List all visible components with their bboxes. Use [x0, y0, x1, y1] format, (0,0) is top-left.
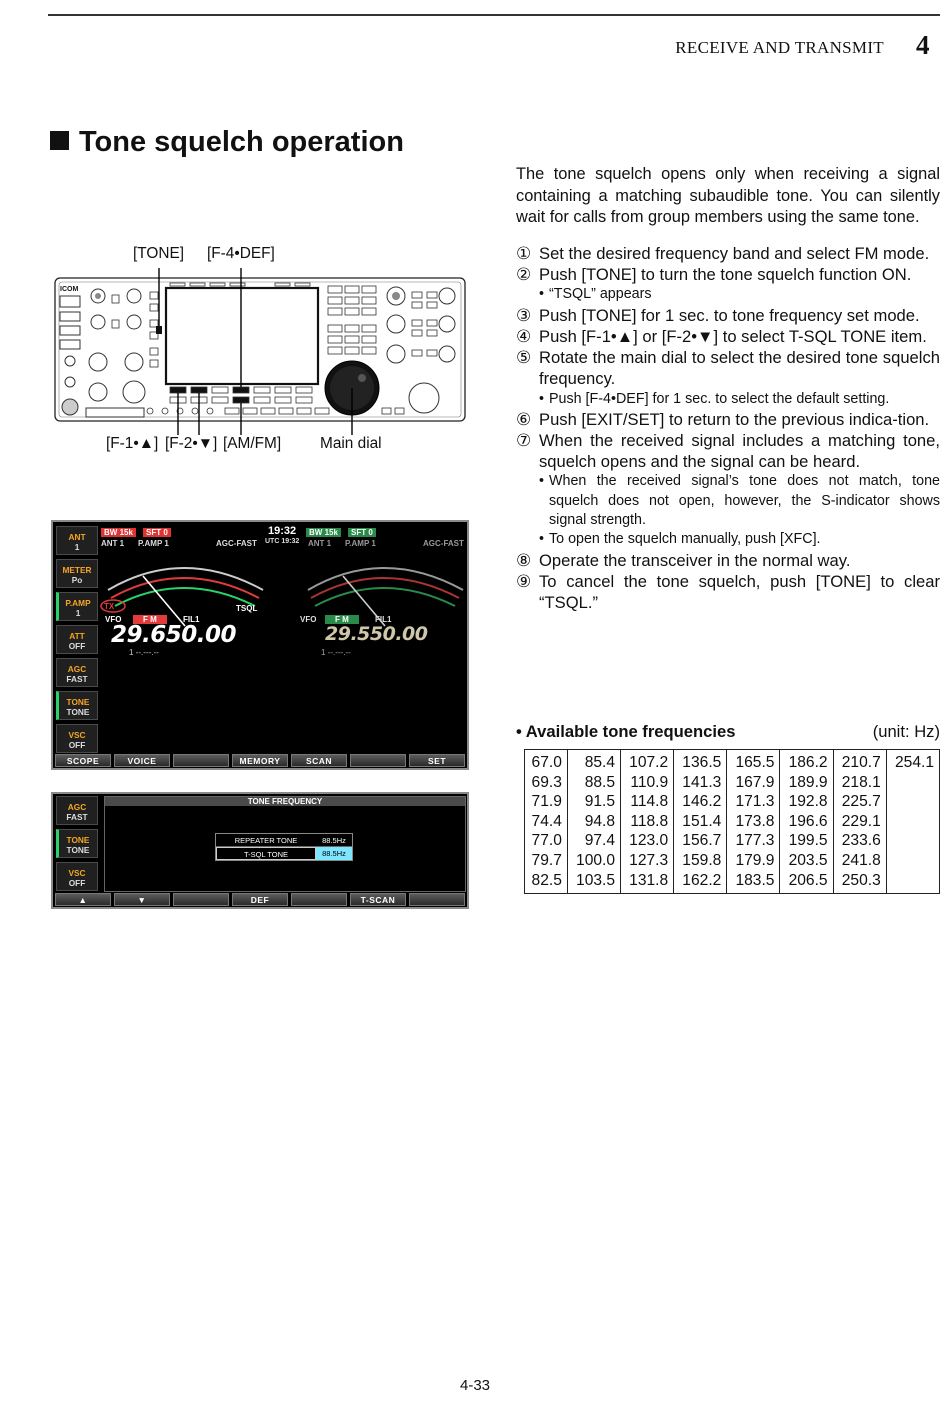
side-button-agc[interactable]: AGC FAST [56, 796, 98, 825]
tone-frequency-table [524, 749, 940, 894]
vfo-label: VFO [105, 615, 122, 624]
frequency-value: 173.8 [735, 812, 775, 830]
function-key-5[interactable]: SCAN [291, 754, 347, 767]
utc-clock: UTC 19:32 [265, 538, 300, 545]
function-key-3[interactable] [173, 893, 229, 906]
sub-agc-indicator: AGC-FAST [423, 539, 464, 548]
frequency-value: 88.5 [584, 773, 616, 791]
tsql-indicator: TSQL [236, 604, 258, 613]
step-text: Rotate the main dial to select the desired tone squelch frequency. [539, 348, 940, 389]
step-text: To cancel the tone squelch, push [TONE] to clear “TSQL.” [539, 571, 940, 613]
agc-indicator: AGC-FAST [216, 539, 257, 548]
tone-settings-list [215, 833, 353, 861]
function-key-6[interactable] [350, 754, 406, 767]
frequency-value: 123.0 [629, 832, 669, 850]
step-note: • “TSQL” appears [539, 285, 940, 304]
step-text: When the received signal includes a matching tone, squelch opens and the signal can be heard. [539, 431, 940, 472]
frequency-column [525, 750, 568, 894]
frequency-value: 196.6 [788, 812, 828, 830]
running-header: RECEIVE AND TRANSMIT [675, 38, 884, 57]
frequency-column [833, 750, 886, 894]
sub-vfo-label: VFO [300, 615, 317, 624]
frequency-value: 67.0 [531, 754, 562, 771]
step-text: Push [TONE] to turn the tone squelch function ON. [539, 265, 912, 285]
step-number: ⑦ [516, 431, 532, 451]
step-item [516, 264, 940, 285]
step-list [516, 243, 940, 613]
ant-indicator: ANT 1 [101, 539, 125, 548]
mode-badge: F M [133, 615, 167, 624]
front-panel-illustration [50, 240, 480, 465]
frequency-value: 225.7 [841, 793, 881, 811]
function-key-7[interactable]: SET [409, 754, 465, 767]
label-f2-down: [F-2•▼] [165, 435, 218, 452]
frequency-column [727, 750, 780, 894]
label-f1-up: [F-1•▲] [106, 435, 159, 452]
display-screen-main [51, 520, 469, 770]
side-button-pamp[interactable]: P.AMP 1 [56, 592, 98, 621]
step-number: ⑧ [516, 550, 532, 570]
bullet-icon: • [539, 286, 545, 303]
step-item [516, 571, 940, 613]
step-item [516, 409, 940, 430]
side-button-att[interactable]: ATT OFF [56, 625, 98, 654]
frequency-value: 177.3 [735, 832, 775, 850]
sub-memory-channel: 1 --.---.-- [321, 648, 351, 657]
chapter-number: 4 [916, 30, 930, 60]
side-button-tone[interactable]: TONE TONE [56, 691, 98, 720]
step-text: Push [EXIT/SET] to return to the previous indica-tion. [539, 409, 930, 429]
frequency-value: 127.3 [629, 851, 669, 869]
sub-pamp-indicator: P.AMP 1 [345, 539, 376, 548]
step-text: Set the desired frequency band and select FM mode. [539, 244, 930, 263]
frequency-value: 136.5 [682, 754, 722, 771]
side-button-agc[interactable]: AGC FAST [56, 658, 98, 687]
bw-badge: BW 15k [101, 528, 136, 537]
frequency-value: 250.3 [841, 871, 881, 889]
tone-frequency-window [104, 796, 466, 892]
frequency-value: 74.4 [531, 812, 562, 830]
frequency-value: 91.5 [584, 793, 616, 811]
sub-mode-badge: F M [325, 615, 359, 624]
bullet-icon: • [539, 390, 545, 407]
function-key-4[interactable]: DEF [232, 893, 288, 906]
brand-logo: ICOM [60, 286, 79, 293]
frequency-value: 94.8 [584, 812, 616, 830]
step-item [516, 550, 940, 571]
frequency-value: 162.2 [682, 871, 722, 889]
function-key-row [53, 753, 467, 768]
frequency-value: 167.9 [735, 773, 775, 791]
step-number: ② [516, 265, 532, 285]
frequency-value: 179.9 [735, 851, 775, 869]
step-number: ⑨ [516, 571, 532, 591]
bullet-icon: • [539, 473, 545, 490]
frequency-value: 254.1 [894, 754, 934, 771]
frequency-value: 77.0 [531, 832, 562, 850]
intro-paragraph: The tone squelch opens only when receiving a signal containing a matching subaudible tone. You can silently wait for calls from group members using the same tone. [516, 165, 940, 226]
function-key-6[interactable]: T-SCAN [350, 893, 406, 906]
label-tone: [TONE] [133, 245, 185, 262]
sub-bw-badge: BW 15k [306, 528, 341, 537]
black-square-icon [50, 131, 69, 150]
pamp-indicator: P.AMP 1 [138, 539, 169, 548]
tx-indicator: TX [104, 602, 115, 611]
frequency-value: 107.2 [629, 754, 669, 771]
memory-channel: 1 --.---.-- [129, 648, 159, 657]
frequency-value: 186.2 [788, 754, 828, 771]
tone-table-unit: (unit: Hz) [872, 722, 940, 741]
function-key-1[interactable]: ▲ [55, 893, 111, 906]
side-button-ant[interactable]: ANT 1 [56, 526, 98, 555]
frequency-value: 189.9 [788, 773, 828, 791]
function-key-2[interactable]: VOICE [114, 754, 170, 767]
step-item [516, 347, 940, 389]
frequency-value: 85.4 [584, 754, 616, 771]
frequency-value: 141.3 [682, 773, 722, 791]
frequency-value: 206.5 [788, 871, 828, 889]
frequency-value: 229.1 [841, 812, 881, 830]
step-number: ⑤ [516, 348, 532, 368]
step-item [516, 430, 940, 472]
page-number: 4-33 [459, 1377, 491, 1394]
frequency-value: 151.4 [682, 812, 722, 830]
frequency-value: 156.7 [682, 832, 722, 850]
repeater-tone-row[interactable]: REPEATER TONE 88.5Hz [216, 834, 352, 847]
label-f4-def: [F-4•DEF] [207, 245, 275, 262]
step-note: • To open the squelch manually, push [XFC]. [539, 530, 940, 549]
label-main-dial: Main dial [320, 435, 382, 452]
step-item [516, 326, 940, 347]
function-key-2[interactable]: ▼ [114, 893, 170, 906]
clock: 19:32 [268, 525, 297, 537]
frequency-column [567, 750, 620, 894]
function-key-7[interactable] [409, 893, 465, 906]
side-button-vsc[interactable]: VSC OFF [56, 724, 98, 753]
main-frequency: 29.650.00 [111, 622, 236, 648]
function-key-1[interactable]: SCOPE [55, 754, 111, 767]
frequency-value: 82.5 [531, 871, 562, 889]
function-key-5[interactable] [291, 893, 347, 906]
frequency-value: 79.7 [531, 851, 562, 869]
step-text: Push [TONE] for 1 sec. to tone frequency set mode. [539, 305, 920, 325]
step-item [516, 305, 940, 326]
t-sql-tone-row[interactable]: T-SQL TONE 88.5Hz [216, 847, 352, 860]
sub-frequency: 29.550.00 [325, 623, 428, 645]
side-button-meter[interactable]: METER Po [56, 559, 98, 588]
frequency-value: 131.8 [629, 871, 669, 889]
frequency-value: 183.5 [735, 871, 775, 889]
top-rule [48, 14, 940, 16]
sub-sft-badge: SFT 0 [348, 528, 376, 537]
step-text: Push [F-1•▲] or [F-2•▼] to select T-SQL TONE item. [539, 326, 927, 346]
tone-table-label: • Available tone frequencies [516, 722, 736, 741]
frequency-value: 97.4 [584, 832, 616, 850]
side-button-vsc[interactable]: VSC OFF [56, 862, 98, 891]
sub-ant-indicator: ANT 1 [308, 539, 332, 548]
step-item [516, 243, 940, 264]
step-number: ③ [516, 305, 532, 325]
filter-label: FIL1 [183, 615, 200, 624]
function-key-4[interactable]: MEMORY [232, 754, 288, 767]
frequency-value: 171.3 [735, 793, 775, 811]
frequency-value: 192.8 [788, 793, 828, 811]
function-key-row [53, 892, 467, 907]
frequency-column [886, 750, 939, 894]
side-button-tone[interactable]: TONE TONE [56, 829, 98, 858]
display-screen-tone-frequency [51, 792, 469, 909]
frequency-value: 114.8 [630, 793, 669, 811]
frequency-column [674, 750, 727, 894]
frequency-column [621, 750, 674, 894]
section-title: Tone squelch operation [50, 126, 404, 159]
frequency-value: 199.5 [788, 832, 828, 850]
tone-table-heading [516, 722, 940, 742]
sub-filter-label: FIL1 [375, 615, 392, 624]
frequency-value: 165.5 [735, 754, 775, 771]
sft-badge: SFT 0 [143, 528, 171, 537]
frequency-value: 118.8 [630, 812, 669, 830]
frequency-value: 241.8 [841, 851, 881, 869]
frequency-value: 110.9 [630, 773, 669, 791]
frequency-value: 210.7 [841, 754, 881, 771]
step-text: Operate the transceiver in the normal way. [539, 550, 851, 570]
function-key-3[interactable] [173, 754, 229, 767]
frequency-value: 103.5 [576, 871, 616, 889]
bullet-icon: • [539, 531, 545, 548]
frequency-value: 233.6 [841, 832, 881, 850]
window-title: TONE FREQUENCY [105, 797, 465, 806]
frequency-value: 71.9 [531, 793, 562, 811]
label-am-fm: [AM/FM] [223, 435, 282, 452]
transceiver-drawing [50, 240, 480, 465]
step-number: ⑥ [516, 409, 532, 429]
step-number: ① [516, 244, 532, 263]
frequency-column [780, 750, 833, 894]
frequency-value: 69.3 [531, 773, 562, 791]
frequency-value: 100.0 [576, 851, 616, 869]
step-note: • Push [F-4•DEF] for 1 sec. to select the default setting. [539, 390, 940, 409]
step-note: • When the received signal’s tone does not match, tone squelch does not open, however, the S-indicator shows signal strength. [539, 472, 940, 530]
step-number: ④ [516, 326, 532, 346]
frequency-value: 159.8 [682, 851, 722, 869]
frequency-value: 218.1 [841, 773, 881, 791]
frequency-value: 203.5 [788, 851, 828, 869]
frequency-value: 146.2 [682, 793, 722, 811]
